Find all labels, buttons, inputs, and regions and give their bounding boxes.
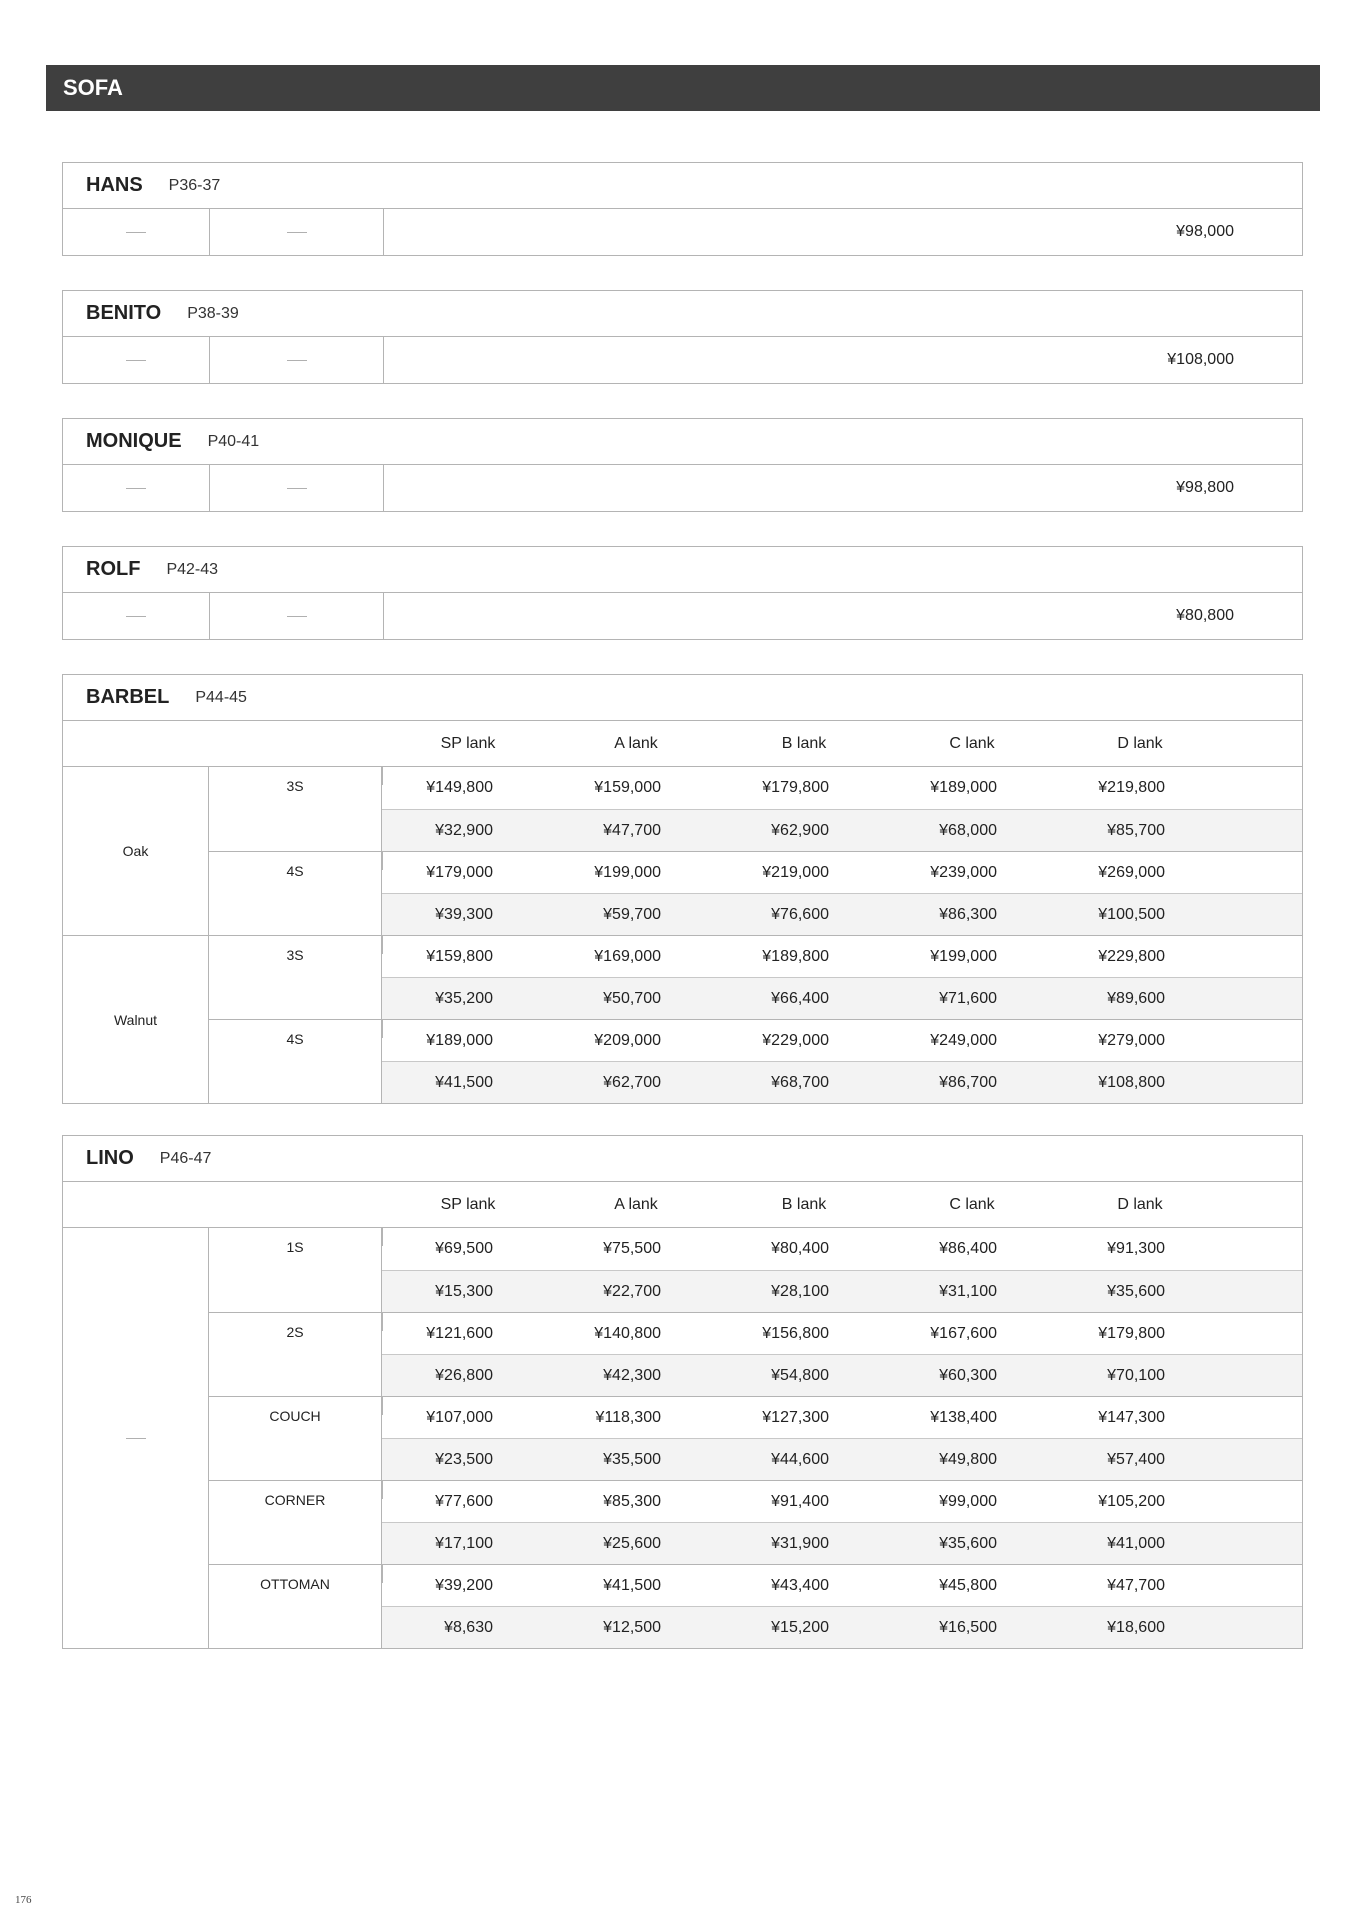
price-cell: ¥209,000 — [594, 1032, 661, 1049]
size-cell — [209, 935, 381, 1019]
table-row — [382, 1354, 1302, 1396]
price: ¥98,800 — [1176, 479, 1234, 496]
price-cell: ¥77,600 — [435, 1493, 493, 1510]
price-row — [63, 209, 1302, 255]
product-hans — [62, 162, 1303, 256]
size-label: COUCH — [269, 1408, 321, 1424]
dash-mark — [287, 616, 307, 617]
price-cell: ¥85,300 — [603, 1493, 661, 1510]
table-row — [382, 1061, 1302, 1103]
price-cell: ¥89,600 — [1107, 990, 1165, 1007]
price-cell: ¥23,500 — [435, 1451, 493, 1468]
size-cell — [209, 851, 381, 935]
product-pages: P38-39 — [187, 304, 239, 322]
product-rolf — [62, 546, 1303, 640]
section-title: SOFA — [63, 75, 123, 100]
price-cell: ¥16,500 — [939, 1619, 997, 1636]
price-cell: ¥26,800 — [435, 1367, 493, 1384]
size-cell — [209, 1480, 381, 1564]
price-cell: ¥41,000 — [1107, 1535, 1165, 1552]
price-cell: ¥167,600 — [930, 1325, 997, 1342]
price-cell: ¥68,700 — [771, 1074, 829, 1091]
price-cell: ¥39,300 — [435, 906, 493, 923]
size-label: CORNER — [264, 1492, 326, 1508]
dash-mark — [287, 232, 307, 233]
dash-mark — [126, 360, 146, 361]
rank-header: A lank — [614, 735, 658, 752]
price-cell: ¥100,500 — [1098, 906, 1165, 923]
product-pages: P46-47 — [159, 1149, 212, 1167]
price-cell: ¥179,800 — [762, 779, 829, 796]
empty-cell — [63, 209, 210, 255]
size-label: 4S — [286, 863, 304, 879]
empty-cell — [63, 593, 210, 639]
price-cell: ¥107,000 — [426, 1409, 493, 1426]
price-cell: ¥138,400 — [930, 1409, 997, 1426]
size-cell — [209, 1564, 381, 1648]
table-row — [382, 809, 1302, 851]
price-cell: ¥62,900 — [771, 822, 829, 839]
cell-divider — [381, 1481, 383, 1499]
cell-divider — [381, 767, 383, 785]
table-row — [382, 1396, 1302, 1438]
table-row — [382, 935, 1302, 977]
price-cell: ¥118,300 — [595, 1409, 661, 1426]
price-cell: ¥35,200 — [435, 990, 493, 1007]
price-cell: ¥32,900 — [435, 822, 493, 839]
table-row — [382, 1522, 1302, 1564]
price-row — [63, 337, 1302, 383]
section-header — [46, 65, 1320, 111]
price-cell: ¥43,400 — [771, 1577, 829, 1594]
price-cell: ¥179,000 — [426, 864, 493, 881]
price-cell: ¥31,900 — [771, 1535, 829, 1552]
price-cell: ¥8,630 — [444, 1619, 493, 1636]
price-cell: ¥219,000 — [762, 864, 829, 881]
price: ¥80,800 — [1176, 607, 1234, 624]
price-cell: ¥99,000 — [939, 1493, 997, 1510]
product-benito — [62, 290, 1303, 384]
price-cell: ¥62,700 — [603, 1074, 661, 1091]
price-cell: ¥39,200 — [435, 1577, 493, 1594]
price-cell: ¥80,400 — [771, 1240, 829, 1257]
price-cell: ¥108,800 — [1098, 1074, 1165, 1091]
cell-divider — [381, 936, 383, 954]
rank-header: D lank — [1117, 735, 1163, 752]
product-lino — [62, 1135, 1303, 1649]
table-row — [382, 1228, 1302, 1270]
price-cell: ¥121,600 — [426, 1325, 493, 1342]
price-cell: ¥105,200 — [1098, 1493, 1165, 1510]
price-cell: ¥159,800 — [426, 948, 493, 965]
price-cell: ¥49,800 — [939, 1451, 997, 1468]
price-cell: ¥229,800 — [1098, 948, 1165, 965]
size-column — [209, 1228, 382, 1648]
group-column — [63, 1228, 209, 1648]
price-cell: ¥239,000 — [930, 864, 997, 881]
price-cell: ¥35,500 — [603, 1451, 661, 1468]
group-label: Walnut — [63, 935, 208, 1103]
rank-header-row — [63, 1182, 1302, 1228]
price-row — [63, 465, 1302, 511]
dash-mark — [126, 232, 146, 233]
product-pages: P44-45 — [195, 688, 247, 706]
product-monique — [62, 418, 1303, 512]
price-cell: ¥44,600 — [771, 1451, 829, 1468]
empty-cell — [63, 465, 210, 511]
group-label: Oak — [122, 843, 149, 859]
dash-mark — [126, 488, 146, 489]
table-row — [382, 1480, 1302, 1522]
rank-header: B lank — [781, 735, 827, 752]
rank-header: SP lank — [440, 735, 496, 752]
dash-mark — [287, 360, 307, 361]
price-cell: ¥179,800 — [1098, 1325, 1165, 1342]
cell-divider — [381, 852, 383, 870]
dash-mark — [126, 616, 146, 617]
size-label: OTTOMAN — [260, 1576, 330, 1592]
product-name: MONIQUE — [86, 430, 182, 452]
empty-cell — [210, 465, 384, 511]
product-title-row — [63, 1136, 1302, 1182]
product-barbel — [62, 674, 1303, 1104]
rank-header: SP lank — [440, 1196, 496, 1213]
price-cell: ¥15,300 — [435, 1283, 493, 1300]
product-name: BENITO — [86, 302, 162, 324]
product-title-row — [63, 163, 1302, 209]
product-title-row — [63, 547, 1302, 593]
cell-divider — [381, 1397, 383, 1415]
product-title-row — [63, 419, 1302, 465]
rank-header: B lank — [781, 1196, 827, 1213]
price-cell: ¥41,500 — [435, 1074, 493, 1091]
price-cell: ¥25,600 — [603, 1535, 661, 1552]
price-cell: ¥47,700 — [1107, 1577, 1165, 1594]
price-cell: ¥86,400 — [939, 1240, 997, 1257]
size-column — [209, 767, 382, 1103]
price-cell: ¥91,300 — [1107, 1240, 1165, 1257]
price-cell: ¥199,000 — [930, 948, 997, 965]
price-cell: ¥229,000 — [762, 1032, 829, 1049]
price: ¥98,000 — [1176, 223, 1234, 240]
product-title-row — [63, 291, 1302, 337]
dash-mark — [287, 488, 307, 489]
rank-header: C lank — [949, 1196, 995, 1213]
product-pages: P42-43 — [166, 560, 219, 578]
empty-cell — [210, 593, 384, 639]
product-name: ROLF — [86, 558, 141, 580]
price-row — [63, 593, 1302, 639]
price-column — [382, 1228, 1302, 1648]
group-label — [63, 1228, 208, 1648]
table-row — [382, 1438, 1302, 1480]
price-cell: ¥189,000 — [426, 1032, 493, 1049]
empty-cell — [210, 209, 384, 255]
size-cell — [209, 1019, 381, 1103]
cell-divider — [381, 1020, 383, 1038]
size-cell — [209, 1228, 381, 1312]
price-cell: ¥85,700 — [1107, 822, 1165, 839]
table-row — [382, 1606, 1302, 1648]
price-cell: ¥15,200 — [771, 1619, 829, 1636]
table-row — [382, 851, 1302, 893]
price-cell: ¥59,700 — [603, 906, 661, 923]
price-cell: ¥169,000 — [594, 948, 661, 965]
dash-mark — [126, 1438, 146, 1439]
rank-header: C lank — [949, 735, 995, 752]
price-cell: ¥75,500 — [603, 1240, 661, 1257]
price-cell: ¥159,000 — [594, 779, 661, 796]
size-label: 3S — [286, 947, 304, 963]
price-grid — [63, 1228, 1302, 1648]
price-cell: ¥189,000 — [930, 779, 997, 796]
price-cell: ¥76,600 — [771, 906, 829, 923]
empty-cell — [63, 337, 210, 383]
price-cell: ¥41,500 — [603, 1577, 661, 1594]
price-cell: ¥140,800 — [594, 1325, 661, 1342]
price-cell: ¥57,400 — [1107, 1451, 1165, 1468]
size-label: 1S — [286, 1239, 304, 1255]
product-title-row — [63, 675, 1302, 721]
rank-header-row — [63, 721, 1302, 767]
table-row — [382, 1270, 1302, 1312]
table-row — [382, 1019, 1302, 1061]
cell-divider — [381, 1565, 383, 1583]
price-cell: ¥219,800 — [1098, 779, 1165, 796]
price-cell: ¥86,700 — [939, 1074, 997, 1091]
price-cell: ¥17,100 — [435, 1535, 493, 1552]
price-cell: ¥86,300 — [939, 906, 997, 923]
price-cell: ¥50,700 — [603, 990, 661, 1007]
price-cell: ¥54,800 — [771, 1367, 829, 1384]
size-label: 4S — [286, 1031, 304, 1047]
cell-divider — [381, 1313, 383, 1331]
empty-cell — [210, 337, 384, 383]
cell-divider — [381, 1228, 383, 1246]
price: ¥108,000 — [1167, 351, 1234, 368]
price-cell: ¥35,600 — [939, 1535, 997, 1552]
price-column — [382, 767, 1302, 1103]
table-row — [382, 767, 1302, 809]
price-cell: ¥18,600 — [1107, 1619, 1165, 1636]
table-row — [382, 1312, 1302, 1354]
price-grid — [63, 767, 1302, 1103]
price-cell: ¥71,600 — [939, 990, 997, 1007]
product-name: BARBEL — [86, 686, 170, 708]
price-cell: ¥35,600 — [1107, 1283, 1165, 1300]
size-label: 2S — [286, 1324, 304, 1340]
price-cell: ¥70,100 — [1107, 1367, 1165, 1384]
page-number: 176 — [15, 1894, 32, 1906]
size-cell — [209, 1396, 381, 1480]
price-cell: ¥66,400 — [771, 990, 829, 1007]
price-cell: ¥42,300 — [603, 1367, 661, 1384]
price-cell: ¥279,000 — [1098, 1032, 1165, 1049]
price-cell: ¥156,800 — [762, 1325, 829, 1342]
price-cell: ¥68,000 — [939, 822, 997, 839]
price-cell: ¥149,800 — [426, 779, 493, 796]
size-cell — [209, 1312, 381, 1396]
price-cell: ¥47,700 — [603, 822, 661, 839]
table-row — [382, 977, 1302, 1019]
price-cell: ¥91,400 — [771, 1493, 829, 1510]
price-cell: ¥12,500 — [603, 1619, 661, 1636]
price-cell: ¥199,000 — [594, 864, 661, 881]
product-name: HANS — [86, 174, 143, 196]
table-row — [382, 893, 1302, 935]
price-cell: ¥31,100 — [939, 1283, 997, 1300]
group-column — [63, 767, 209, 1103]
price-cell: ¥45,800 — [939, 1577, 997, 1594]
product-pages: P36-37 — [168, 176, 221, 194]
product-name: LINO — [86, 1147, 134, 1169]
price-cell: ¥60,300 — [939, 1367, 997, 1384]
price-cell: ¥147,300 — [1098, 1409, 1165, 1426]
rank-header: D lank — [1117, 1196, 1163, 1213]
price-cell: ¥69,500 — [435, 1240, 493, 1257]
price-cell: ¥189,800 — [762, 948, 829, 965]
price-cell: ¥28,100 — [771, 1283, 829, 1300]
price-cell: ¥22,700 — [603, 1283, 661, 1300]
rank-header: A lank — [614, 1196, 658, 1213]
price-cell: ¥269,000 — [1098, 864, 1165, 881]
product-pages: P40-41 — [207, 432, 260, 450]
table-row — [382, 1564, 1302, 1606]
price-cell: ¥127,300 — [762, 1409, 829, 1426]
price-cell: ¥249,000 — [930, 1032, 997, 1049]
size-cell — [209, 767, 381, 851]
size-label: 3S — [286, 778, 304, 794]
